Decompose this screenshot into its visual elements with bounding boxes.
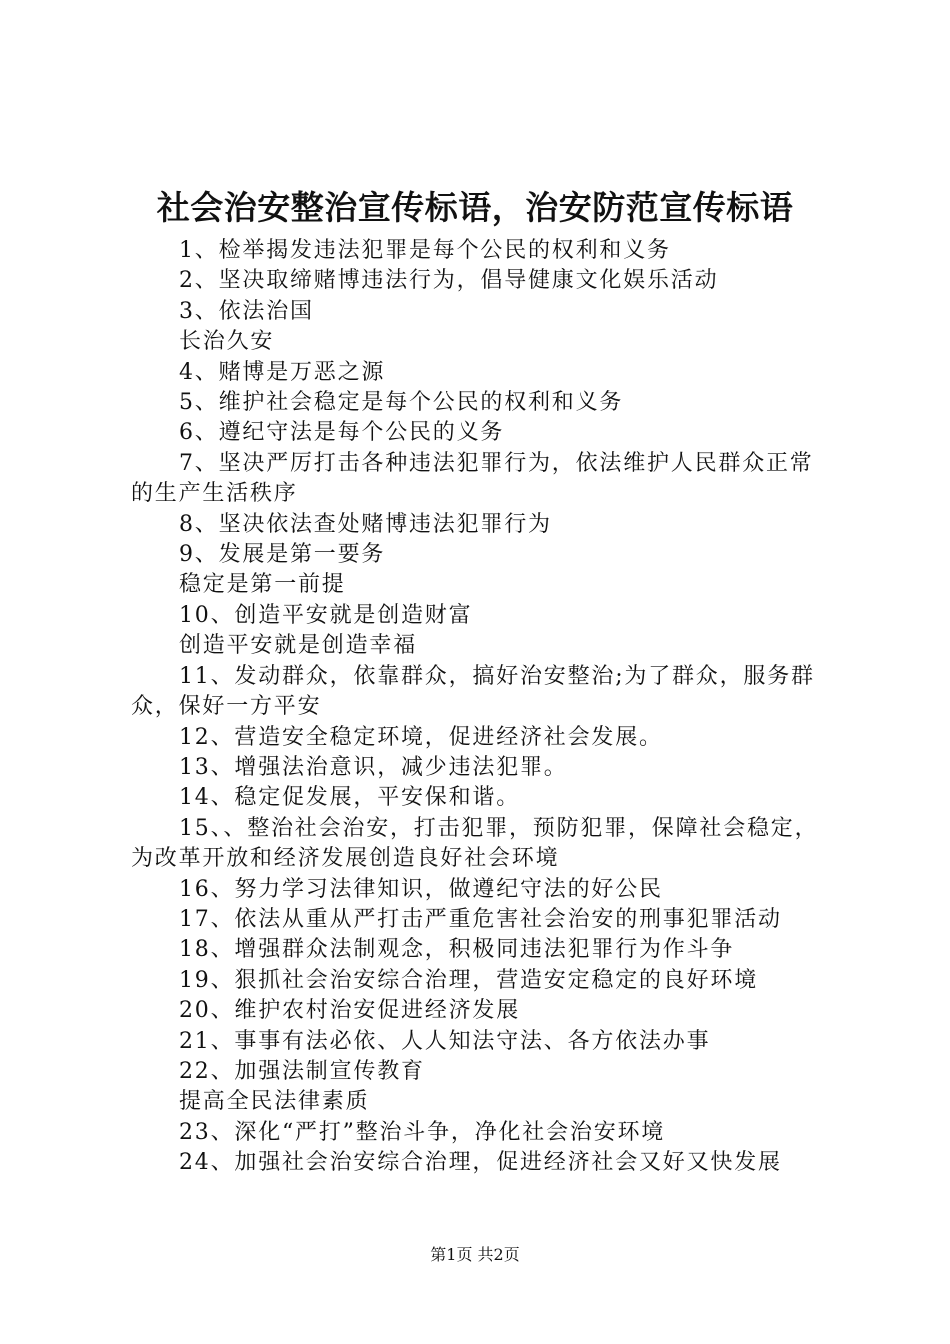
slogan-paragraph: 18、增强群众法制观念，积极同违法犯罪行为作斗争 <box>179 937 735 963</box>
slogan-paragraph: 2、坚决取缔赌博违法行为，倡导健康文化娱乐活动 <box>179 268 719 294</box>
slogan-paragraph: 14、稳定促发展，平安保和谐。 <box>179 785 520 811</box>
document-body <box>131 236 836 1179</box>
slogan-paragraph: 稳定是第一前提 <box>179 572 346 598</box>
slogan-paragraph: 6、遵纪守法是每个公民的义务 <box>179 420 505 446</box>
slogan-paragraph: 10、创造平安就是创造财富 <box>179 602 473 628</box>
slogan-paragraph: 13、增强法治意识，减少违法犯罪。 <box>179 754 568 780</box>
slogan-paragraph: 23、深化“严打”整治斗争，净化社会治安环境 <box>179 1119 666 1145</box>
slogan-paragraph: 16、努力学习法律知识，做遵纪守法的好公民 <box>179 876 663 902</box>
slogan-paragraph: 24、加强社会治安综合治理，促进经济社会又好又快发展 <box>179 1150 782 1176</box>
slogan-paragraph: 创造平安就是创造幸福 <box>179 633 418 659</box>
slogan-paragraph: 20、维护农村治安促进经济发展 <box>179 998 520 1024</box>
slogan-paragraph: 19、狠抓社会治安综合治理，营造安定稳定的良好环境 <box>179 967 758 993</box>
slogan-paragraph: 4、赌博是万恶之源 <box>179 359 386 385</box>
slogan-paragraph: 5、维护社会稳定是每个公民的权利和义务 <box>179 390 624 416</box>
slogan-paragraph: 提高全民法律素质 <box>179 1089 370 1115</box>
slogan-paragraph: 17、依法从重从严打击严重危害社会治安的刑事犯罪活动 <box>179 906 782 932</box>
slogan-paragraph: 15、、整治社会治安，打击犯罪，预防犯罪，保障社会稳定，为改革开放和经济发展创造良好社会环境 <box>131 815 819 872</box>
page-footer: 第1页 共2页 <box>430 1245 520 1264</box>
slogan-paragraph: 12、营造安全稳定环境，促进经济社会发展。 <box>179 724 663 750</box>
slogan-paragraph: 9、发展是第一要务 <box>179 542 386 568</box>
slogan-paragraph: 8、坚决依法查处赌博违法犯罪行为 <box>179 511 552 537</box>
slogan-paragraph: 22、加强法制宣传教育 <box>179 1058 425 1084</box>
slogan-paragraph: 长治久安 <box>179 329 275 355</box>
slogan-paragraph: 7、坚决严厉打击各种违法犯罪行为，依法维护人民群众正常的生产生活秩序 <box>131 450 814 507</box>
slogan-paragraph: 11、发动群众，依靠群众，搞好治安整治;为了群众，服务群众，保好一方平安 <box>131 663 815 720</box>
slogan-paragraph: 1、检举揭发违法犯罪是每个公民的权利和义务 <box>179 238 671 263</box>
slogan-paragraph: 21、事事有法必依、人人知法守法、各方依法办事 <box>179 1028 711 1054</box>
slogan-paragraph: 3、依法治国 <box>179 298 314 324</box>
document-title: 社会治安整治宣传标语，治安防范宣传标语 <box>156 188 794 227</box>
